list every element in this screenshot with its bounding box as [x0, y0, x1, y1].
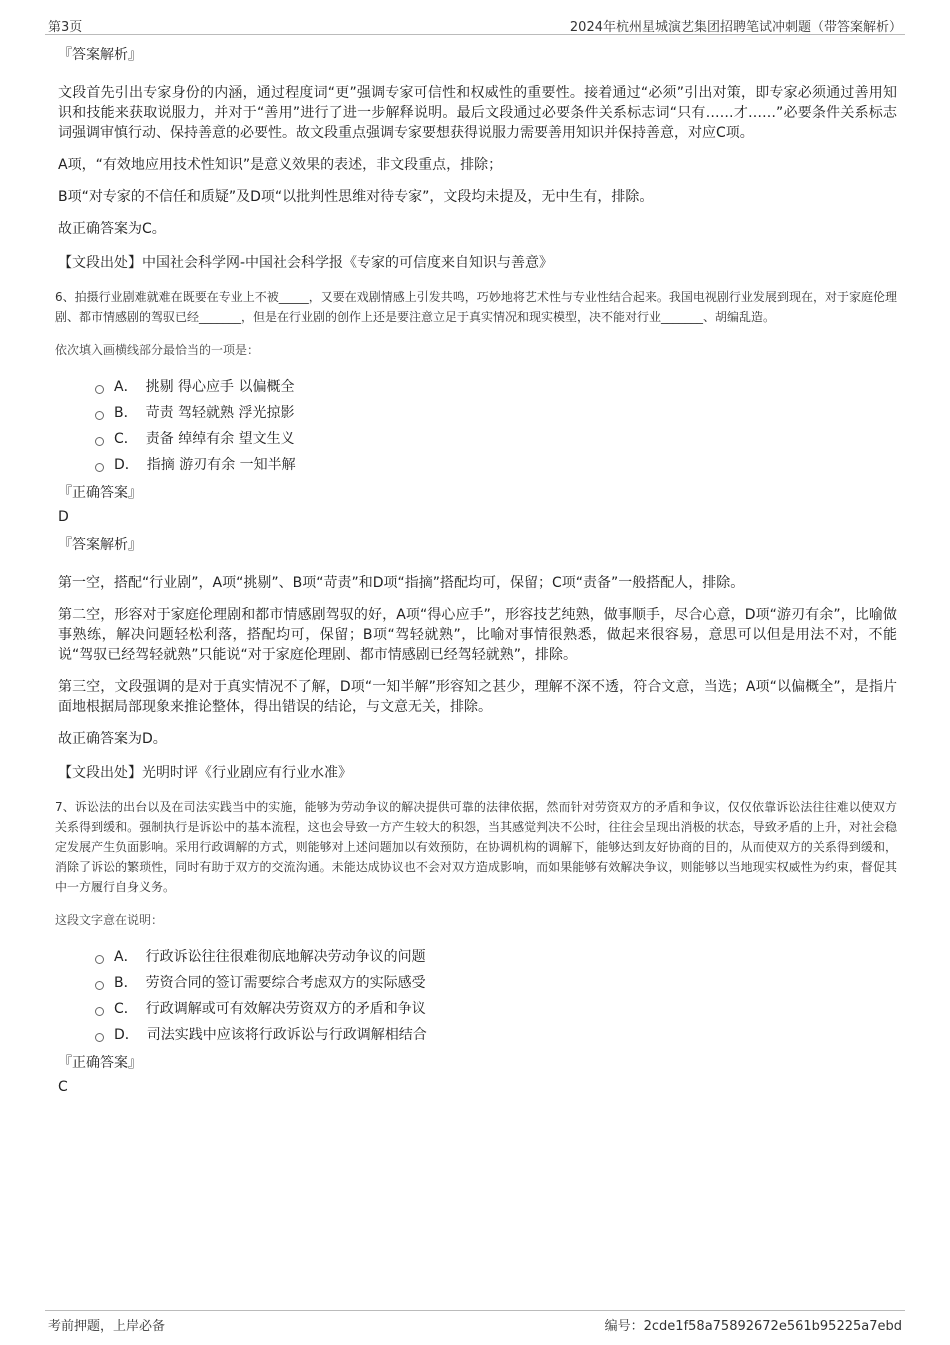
analysis-paragraph: 故正确答案为C。 — [58, 221, 166, 237]
option-key: A． — [114, 379, 138, 395]
option-d[interactable] — [95, 455, 897, 475]
question-7-prompt: 这段文字意在说明： — [55, 913, 164, 927]
radio-button-icon[interactable] — [95, 955, 104, 964]
option-key: D． — [114, 1027, 139, 1043]
analysis-paragraph: 第一空，搭配“行业剧”，A项“挑剔”、B项“苛责”和D项“指摘”搭配均可，保留；C项“责备”一般搭配人，排除。 — [58, 575, 745, 591]
document-title: 2024年杭州星城演艺集团招聘笔试冲刺题（带答案解析） — [569, 20, 902, 35]
page-number: 第3页 — [48, 20, 83, 35]
option-a[interactable] — [95, 947, 897, 967]
option-key: B． — [114, 975, 138, 991]
option-b[interactable] — [95, 973, 897, 993]
option-d[interactable] — [95, 1025, 897, 1045]
analysis-paragraph: 文段首先引出专家身份的内涵，通过程度词“更”强调专家可信性和权威性的重要性。接着通过“必须”引出对策，即专家必须通过善用知识和技能来获取说服力，并对于“善用”进行了进一步解释说明。最后文段通过必要条件关系标志词“只有……才……”必要条件关系标志词强调审慎行动、保持善意的必要性。故文段重点强调专家要想获得说服力需要善用知识并保持善意，对应C项。 — [58, 85, 897, 141]
question-6-options — [95, 377, 897, 475]
analysis-paragraph: 第二空，形容对于家庭伦理剧和都市情感剧驾驭的好，A项“得心应手”，形容技艺纯熟，做事顺手，尽合心意，D项“游刃有余”，比喻做事熟练，解决问题轻松利落，搭配均可，保留；B项“驾轻就熟”，比喻对事情很熟悉，做起来很容易，意思可以但是用法不对，不能说“驾驭已经驾轻就熟”只能说“对于家庭伦理剧、都市情感剧已经驾轻就熟”，排除。 — [58, 607, 897, 663]
analysis-paragraph: 故正确答案为D。 — [58, 731, 167, 747]
analysis-label: 『答案解析』 — [58, 47, 142, 63]
correct-answer-label: 『正确答案』 — [58, 1055, 142, 1071]
source-citation: 【文段出处】中国社会科学网-中国社会科学报《专家的可信度来自知识与善意》 — [58, 255, 554, 271]
option-key: C． — [114, 431, 138, 447]
radio-button-icon[interactable] — [95, 1007, 104, 1016]
option-text: 苛责 驾轻就熟 浮光掠影 — [145, 405, 295, 421]
option-text: 行政调解或可有效解决劳资双方的矛盾和争议 — [145, 1001, 426, 1017]
radio-button-icon[interactable] — [95, 1033, 104, 1042]
source-citation: 【文段出处】光明时评《行业剧应有行业水准》 — [58, 765, 352, 781]
radio-button-icon[interactable] — [95, 411, 104, 420]
radio-button-icon[interactable] — [95, 437, 104, 446]
correct-answer-label: 『正确答案』 — [58, 485, 142, 501]
option-b[interactable] — [95, 403, 897, 423]
question-7-text: 7、诉讼法的出台以及在司法实践当中的实施，能够为劳动争议的解决提供可靠的法律依据，然而针对劳资双方的矛盾和争议，仅仅依靠诉讼法往往难以使双方关系得到缓和。强制执行是诉讼中的基本流程，这也会导致一方产生较大的积怨，当其感觉判决不公时，往往会呈现出消极的状态，导致矛盾的上升，对社会稳定发展产生负面影响。采用行政调解的方式，则能够对上述问题加以有效预防，在协调机构的调解下，能够达到友好协商的目的，从而使双方的关系得到缓和，消除了诉讼的繁琐性，同时有助于双方的交流沟通。未能达成协议也不会对双方造成影响，而如果能够有效解决争议，则能够以当地现实权威性为约束，督促其中一方履行自身义务。 — [55, 800, 897, 894]
page-header — [45, 14, 905, 35]
analysis-paragraph: 第三空，文段强调的是对于真实情况不了解，D项“一知半解”形容知之甚少，理解不深不透，符合文意，当选；A项“以偏概全”，是指片面地根据局部现象来推论整体，得出错误的结论，与文意无关，排除。 — [58, 679, 897, 715]
option-text: 劳资合同的签订需要综合考虑双方的实际感受 — [145, 975, 426, 991]
option-a[interactable] — [95, 377, 897, 397]
option-key: D． — [114, 457, 139, 473]
footer-slogan: 考前押题，上岸必备 — [48, 1319, 166, 1334]
option-text: 责备 绰绰有余 望文生义 — [145, 431, 295, 447]
option-key: B． — [114, 405, 138, 421]
analysis-paragraph: A项，“有效地应用技术性知识”是意义效果的表述，非文段重点，排除； — [58, 157, 503, 173]
correct-answer: D — [58, 509, 69, 525]
radio-button-icon[interactable] — [95, 463, 104, 472]
document-body — [55, 45, 897, 1105]
option-text: 挑剔 得心应手 以偏概全 — [145, 379, 295, 395]
option-key: C． — [114, 1001, 138, 1017]
option-text: 指摘 游刃有余 一知半解 — [146, 457, 296, 473]
question-6-text: 6、拍摄行业剧难就难在既要在专业上不被_____，又要在戏剧情感上引发共鸣，巧妙地将艺术性与专业性结合起来。我国电视剧行业发展到现在，对于家庭伦理剧、都市情感剧的驾驭已经_______，但是在行业剧的创作上还是要注意立足于真实情况和现实模型，决不能对行业_______、胡编乱造。 — [55, 290, 897, 324]
page-footer — [45, 1310, 905, 1333]
radio-button-icon[interactable] — [95, 385, 104, 394]
document-id: 编号：2cde1f58a75892672e561b95225a7ebd — [604, 1319, 902, 1334]
correct-answer: C — [58, 1079, 68, 1095]
option-key: A． — [114, 949, 138, 965]
option-c[interactable] — [95, 429, 897, 449]
analysis-paragraph: B项“对专家的不信任和质疑”及D项“以批判性思维对待专家”，文段均未提及，无中生有，排除。 — [58, 189, 654, 205]
question-6-prompt: 依次填入画横线部分最恰当的一项是： — [55, 343, 260, 357]
analysis-label: 『答案解析』 — [58, 537, 142, 553]
option-text: 司法实践中应该将行政诉讼与行政调解相结合 — [146, 1027, 427, 1043]
option-c[interactable] — [95, 999, 897, 1019]
radio-button-icon[interactable] — [95, 981, 104, 990]
option-text: 行政诉讼往往很难彻底地解决劳动争议的问题 — [145, 949, 426, 965]
question-7-options — [95, 947, 897, 1045]
